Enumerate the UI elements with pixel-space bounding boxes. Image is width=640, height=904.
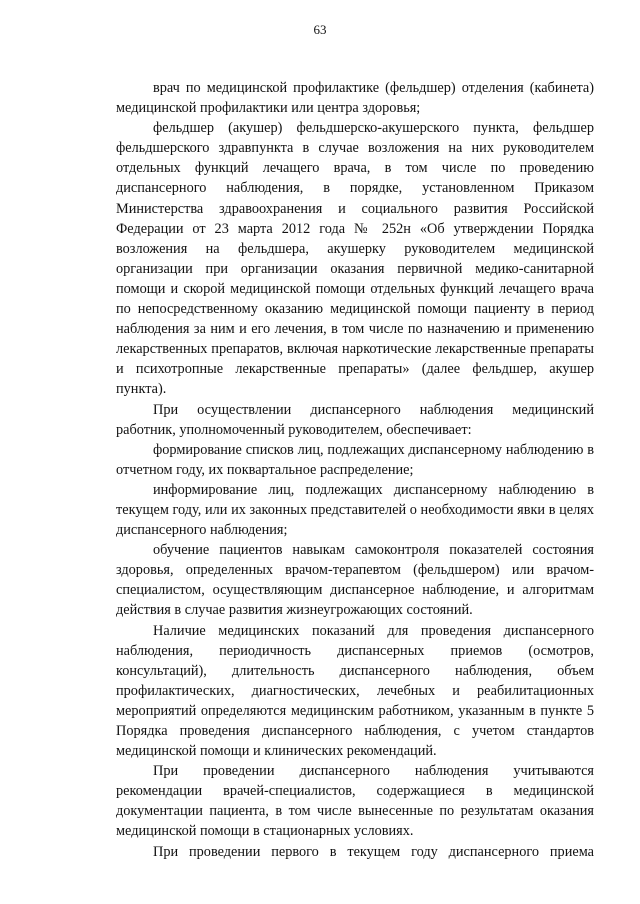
paragraph: обучение пациентов навыкам самоконтроля показателей состояния здоровья, определенных врачом-терапевтом (фельдшером) или врачом-специалистом, осуществляющим диспансерное наблюдение, и алгоритмам действия в случае развития жизнеугрожающих состояний. [116, 542, 594, 619]
paragraph-last: При проведении первого в текущем году диспансерного приема [153, 843, 594, 860]
paragraph: информирование лиц, подлежащих диспансерному наблюдению в текущем году, или их законных представителей о необходимости явки в целях диспансерного наблюдения; [116, 481, 594, 539]
paragraph: Наличие медицинских показаний для проведения диспансерного наблюдения, периодичность диспансерных приемов (осмотров, консультаций), длительность диспансерного наблюдения, объем профилактических, диагностических, лечебных и реабилитационных мероприятий определяются медицинским работником, указанным в пункте 5 Порядка проведения диспансерного наблюдения, с учетом стандартов медицинской помощи и клинических рекомендаций. [116, 622, 594, 760]
page-number: 63 [313, 22, 327, 37]
document-body [116, 78, 594, 862]
paragraph: При проведении диспансерного наблюдения учитываются рекомендации врачей-специалистов, содержащиеся в медицинской документации пациента, в том числе вынесенные по результатам оказания медицинской помощи в стационарных условиях. [116, 763, 594, 840]
paragraph: формирование списков лиц, подлежащих диспансерному наблюдению в отчетном году, их поквартальное распределение; [116, 441, 594, 478]
paragraph: При осуществлении диспансерного наблюдения медицинский работник, уполномоченный руководителем, обеспечивает: [116, 401, 594, 438]
paragraph: фельдшер (акушер) фельдшерско-акушерского пункта, фельдшер фельдшерского здравпункта в случае возложения на них руководителем отдельных функций лечащего врача, в том числе по проведению диспансерного наблюдения, в порядке, установленном Приказом Министерства здравоохранения и социального развития Российской Федерации от 23 марта 2012 года № 252н «Об утверждении Порядка возложения на фельдшера, акушерку руководителем медицинской организации при организации оказания первичной медико-санитарной помощи и скорой медицинской помощи отдельных функций лечащего врача по непосредственному оказанию медицинской помощи пациенту в период наблюдения за ним и его лечения, в том числе по назначению и применению лекарственных препаратов, включая наркотические лекарственные препараты и психотропные лекарственные препараты» (далее фельдшер, акушер пункта). [116, 120, 594, 398]
paragraph: врач по медицинской профилактике (фельдшер) отделения (кабинета) медицинской профилактики или центра здоровья; [116, 80, 594, 117]
